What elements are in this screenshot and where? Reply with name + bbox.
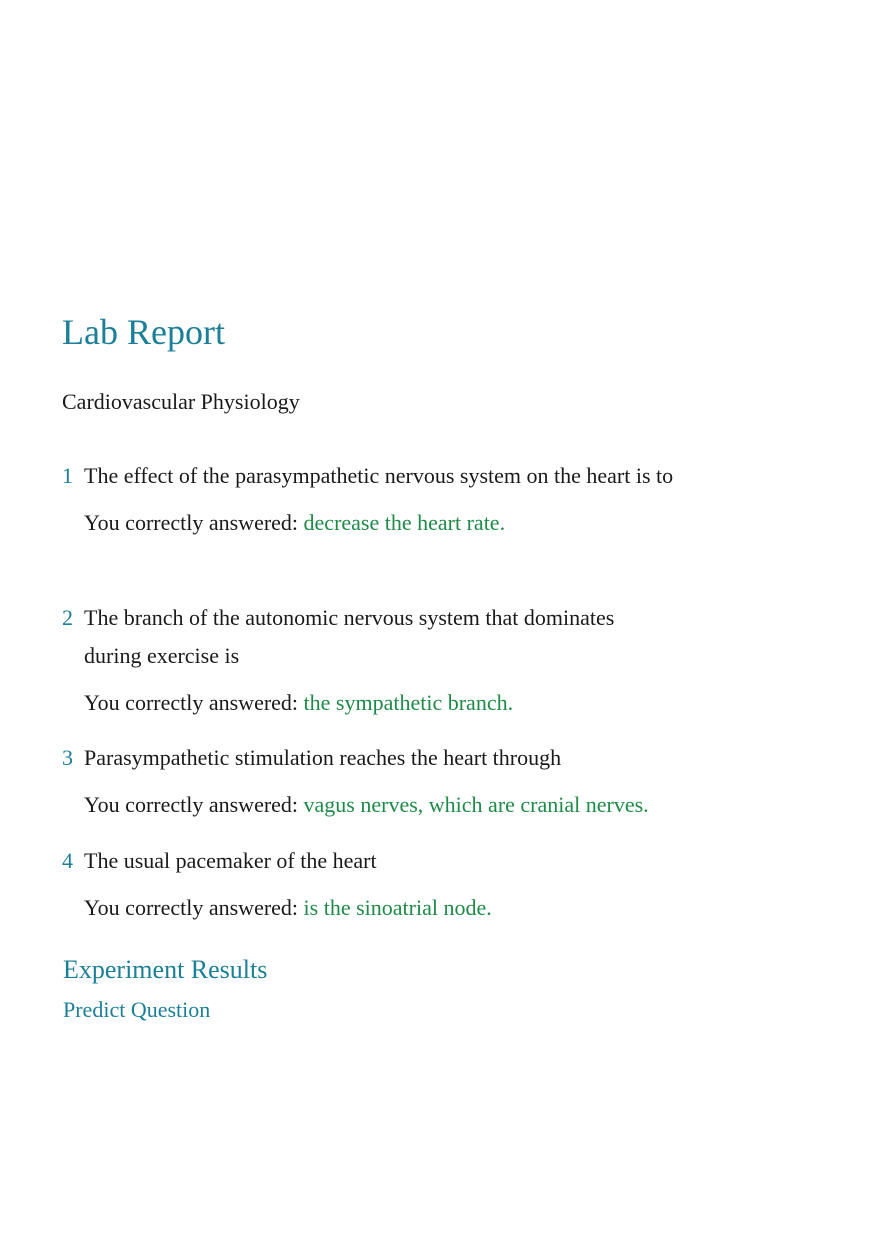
answer-value: is the sinoatrial node.: [303, 895, 492, 920]
question-number: 1: [62, 463, 73, 488]
page-title: Lab Report: [62, 312, 225, 352]
question-item: [62, 599, 722, 717]
question-text: The effect of the parasympathetic nervous system on the heart is to: [84, 463, 674, 488]
question-number: 2: [62, 605, 73, 630]
question-answer: [84, 509, 722, 537]
answer-prefix: You correctly answered:: [84, 895, 304, 920]
answer-prefix: You correctly answered:: [84, 510, 304, 535]
question-answer: [84, 791, 722, 819]
question-text: The usual pacemaker of the heart: [84, 848, 377, 873]
question-text: Parasympathetic stimulation reaches the heart through: [84, 745, 562, 770]
question-number: 3: [62, 745, 73, 770]
question-text: The branch of the autonomic nervous system that dominates during exercise is: [84, 605, 615, 668]
experiment-results-heading: Experiment Results: [63, 955, 268, 984]
question-item: [62, 457, 722, 537]
answer-prefix: You correctly answered:: [84, 690, 304, 715]
question-number: 4: [62, 848, 73, 873]
question-item: [62, 739, 722, 819]
answer-value: the sympathetic branch.: [303, 690, 514, 715]
answer-prefix: You correctly answered:: [84, 792, 304, 817]
report-subtitle: Cardiovascular Physiology: [62, 389, 300, 414]
predict-question-heading: Predict Question: [63, 997, 211, 1022]
question-answer: [84, 689, 722, 717]
answer-value: decrease the heart rate.: [303, 510, 506, 535]
answer-value: vagus nerves, which are cranial nerves.: [303, 792, 649, 817]
question-item: [62, 842, 722, 922]
question-answer: [84, 894, 722, 922]
